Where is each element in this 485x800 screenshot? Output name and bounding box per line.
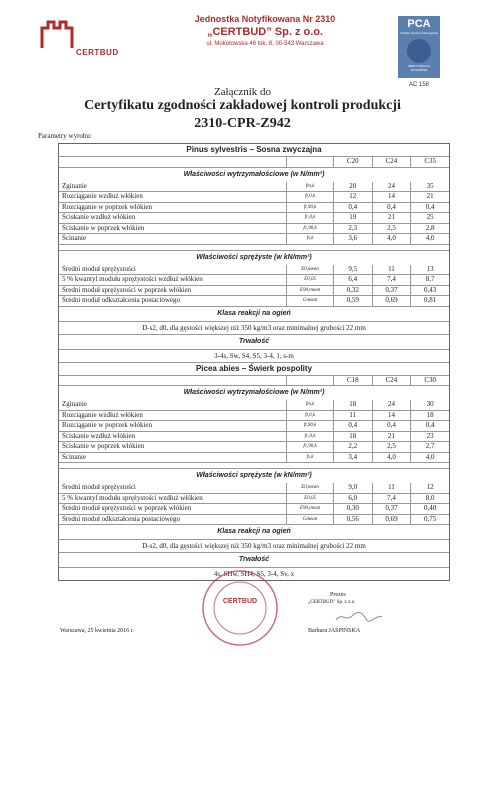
- table-row: [59, 400, 449, 410]
- pca-title: PCA: [407, 18, 431, 30]
- parameter-name: Rozciąganie wzdłuż włókien: [59, 192, 287, 202]
- strength-section-header: Właściwości wytrzymałościowe (w N/mm²): [59, 167, 449, 182]
- elastic-section-header: Właściwości sprężyste (w kN/mm²): [59, 250, 449, 265]
- parameter-value: 21: [426, 192, 434, 200]
- parameter-value: 13: [426, 264, 434, 273]
- pca-subtitle-2: CERTYFIKACJA WYROBÓW: [407, 64, 431, 72]
- parameter-value: 0,56: [334, 515, 373, 525]
- signature-scribble: [334, 610, 384, 624]
- table-row: [59, 202, 449, 213]
- pca-code: AC 158: [408, 82, 429, 88]
- parameter-name: Zginanie: [59, 400, 287, 410]
- parameter-value: 7,4: [373, 275, 412, 285]
- class-label: C24: [373, 376, 412, 386]
- parameter-value: 11: [373, 265, 412, 275]
- parameter-value: 0,4: [373, 203, 412, 213]
- parameter-value: 24: [373, 400, 412, 410]
- parameter-name: Średni moduł sprężystości: [59, 483, 287, 493]
- parameter-name: Średni moduł odkształcenia postaciowego: [59, 515, 287, 525]
- parameter-value: 3,4: [334, 453, 373, 463]
- species-title-spruce: Picea abies – Świerk pospolity: [59, 362, 449, 375]
- parameter-value: 30: [426, 400, 434, 408]
- parameter-name: Rozciąganie w poprzek włókien: [59, 203, 287, 213]
- table-row: [59, 274, 449, 285]
- table-row: [59, 503, 449, 514]
- table-row: [59, 191, 449, 202]
- table-row: [59, 483, 449, 493]
- species-title-pine: Pinus sylvestris – Sosna zwyczajna: [186, 145, 322, 154]
- table-row: [59, 410, 449, 421]
- spruce-strength-rows: [59, 400, 449, 462]
- durability-section-header: Trwałość: [59, 334, 449, 349]
- parameter-name: Średni moduł odkształcenia postaciowego: [59, 296, 287, 306]
- pca-seal-icon: [407, 39, 431, 63]
- table-row: [59, 265, 449, 275]
- parameter-symbol: E90,mean: [287, 504, 334, 514]
- parameter-value: 0,37: [373, 286, 412, 296]
- parameter-symbol: E0,mean: [287, 265, 334, 275]
- pine-strength-rows: [59, 182, 449, 244]
- parameter-value: 8,0: [425, 493, 435, 502]
- stamp-seal-icon: [200, 568, 280, 648]
- parameter-symbol: fc,0,k: [287, 432, 334, 442]
- annex-label: Załącznik do: [213, 86, 272, 98]
- parameter-symbol: E90,mean: [287, 286, 334, 296]
- parameter-name: Ścinanie: [59, 234, 287, 244]
- parameter-value: 0,37: [373, 504, 412, 514]
- table-row: [59, 493, 449, 504]
- signatory-company: „CERTBUD” Sp. z o.o.: [308, 600, 356, 605]
- parameter-value: 4,0: [425, 452, 435, 461]
- parameter-symbol: fc,0,k: [287, 213, 334, 223]
- class-header-row: [59, 375, 449, 386]
- strength-section-header: Właściwości wytrzymałościowe (w N/mm²): [59, 385, 449, 400]
- parameter-value: 12: [334, 192, 373, 202]
- table-row: [59, 285, 449, 296]
- parameter-symbol: Gmean: [287, 296, 334, 306]
- parameter-value: 4,0: [425, 234, 435, 242]
- signatory-role: Prezes: [330, 592, 346, 598]
- company-stamp: [200, 568, 280, 648]
- durability-section-header: Trwałość: [59, 552, 449, 567]
- parameter-value: 4,0: [373, 453, 412, 463]
- parameter-value: 0,69: [373, 296, 412, 306]
- logo-text: CERTBUD: [76, 48, 119, 57]
- company-address: ul. Mokotowska 46 lok. 8, 00-543 Warszawa: [206, 41, 324, 47]
- durability-text: 4s, SHw, SH4, S5, 3-4, Sv, x: [59, 567, 449, 580]
- document-title: Certyfikatu zgodności zakładowej kontroli produkcji: [84, 98, 401, 113]
- parameter-value: 35: [426, 181, 434, 190]
- table-row: [59, 295, 449, 306]
- parameter-symbol: fm,k: [287, 182, 334, 192]
- class-header-row: [59, 156, 449, 167]
- parameter-value: 2,2: [334, 442, 373, 452]
- params-label: Parametry wyrobu:: [38, 132, 92, 140]
- parameter-name: Średni moduł sprężystości: [59, 265, 287, 275]
- issue-date: Warszawa, 25 kwietnia 2016 r.: [60, 628, 134, 634]
- parameter-value: 2,5: [373, 442, 412, 452]
- table-row: [59, 441, 449, 452]
- certificate-number: 2310-CPR-Z942: [194, 116, 291, 131]
- parameter-value: 25: [426, 213, 434, 221]
- pca-subtitle: Polskie Centrum Akredytacji: [400, 31, 438, 35]
- fire-class-text: D-s2, d0, dla gęstości większej niż 350 kg/m3 oraz minimalnej grubości 22 mm: [59, 321, 449, 334]
- parameter-name: Rozciąganie wzdłuż włókien: [59, 411, 287, 421]
- parameter-symbol: ft,90,k: [287, 421, 334, 431]
- table-row: [59, 182, 449, 192]
- parameter-value: 6,4: [334, 275, 373, 285]
- parameter-value: 0,30: [334, 504, 373, 514]
- company-name: „CERTBUD” Sp. z o.o.: [206, 26, 324, 38]
- parameter-value: 14: [373, 192, 412, 202]
- parameter-value: 0,75: [424, 514, 437, 523]
- parameter-value: 4,0: [373, 234, 412, 244]
- parameter-value: 11: [373, 483, 412, 493]
- parameter-value: 21: [373, 213, 412, 223]
- parameter-name: Ściskanie wzdłuż włókien: [59, 432, 287, 442]
- parameter-value: 19: [334, 213, 373, 223]
- parameter-value: 18: [334, 432, 373, 442]
- issuer-header: [170, 14, 360, 47]
- table-row: [59, 514, 449, 525]
- parameter-name: Średni moduł sprężystości w poprzek włókien: [59, 504, 287, 514]
- parameter-value: 8,7: [425, 275, 435, 283]
- parameter-symbol: E0,05: [287, 494, 334, 504]
- parameter-name: Ściskanie w poprzek włókien: [59, 224, 287, 234]
- certbud-logo-icon: [40, 20, 74, 50]
- parameter-value: 9,0: [334, 483, 373, 493]
- parameter-name: Rozciąganie w poprzek włókien: [59, 421, 287, 431]
- table-row: [59, 212, 449, 223]
- table-row: [59, 233, 449, 244]
- table-row: [59, 452, 449, 463]
- parameter-value: 18: [426, 410, 434, 419]
- parameter-value: 23: [426, 431, 434, 440]
- parameter-symbol: fc,90,k: [287, 224, 334, 234]
- parameter-value: 0,43: [424, 285, 437, 294]
- parameter-symbol: ft,0,k: [287, 192, 334, 202]
- parameter-symbol: ft,90,k: [287, 203, 334, 213]
- parameter-value: 21: [373, 432, 412, 442]
- parameter-value: 7,4: [373, 494, 412, 504]
- parameter-value: 24: [373, 182, 412, 192]
- pca-accreditation-logo: [398, 16, 440, 88]
- parameter-value: 18: [334, 400, 373, 410]
- parameter-name: 5 % kwantyl modułu sprężystości wzdłuż włókien: [59, 494, 287, 504]
- parameter-value: 11: [334, 411, 373, 421]
- parameter-value: 0,32: [334, 286, 373, 296]
- parameter-value: 0,69: [373, 515, 412, 525]
- parameter-value: 0,4: [373, 421, 412, 431]
- fire-section-header: Klasa reakcji na ogień: [59, 524, 449, 539]
- parameter-name: 5 % kwantyl modułu sprężystości wzdłuż włókien: [59, 275, 287, 285]
- elastic-section-header: Właściwości sprężyste (w kN/mm²): [59, 468, 449, 483]
- parameter-symbol: E0,mean: [287, 483, 334, 493]
- parameter-value: 0,4: [334, 421, 373, 431]
- certbud-logo: [40, 20, 150, 60]
- spruce-elastic-rows: [59, 483, 449, 524]
- parameter-value: 2,3: [334, 224, 373, 234]
- fire-class-text: D-s2, d0, dla gęstości większej niż 350 kg/m3 oraz minimalnej grubości 22 mm: [59, 539, 449, 552]
- parameter-symbol: ft,0,k: [287, 411, 334, 421]
- parameter-value: 0,40: [424, 504, 437, 512]
- parameter-symbol: Gmean: [287, 515, 334, 525]
- handwritten-signature: [334, 610, 384, 627]
- stamp-text: CERTBUD: [222, 598, 258, 605]
- class-label: C30: [424, 375, 436, 384]
- class-label: C24: [373, 157, 412, 167]
- table-row: [59, 420, 449, 431]
- pca-badge: [398, 16, 440, 78]
- parameter-value: 0,4: [425, 421, 435, 429]
- notified-body: Jednostka Notyfikowana Nr 2310: [194, 14, 336, 24]
- fire-section-header: Klasa reakcji na ogień: [59, 306, 449, 321]
- parameter-value: 9,5: [334, 265, 373, 275]
- signatory-name: Barbara JAŚPIŃSKA: [308, 628, 361, 634]
- parameter-symbol: fc,90,k: [287, 442, 334, 452]
- parameter-value: 3,6: [334, 234, 373, 244]
- parameter-name: Ścinanie: [59, 453, 287, 463]
- product-parameters-table: [58, 143, 450, 581]
- parameter-name: Zginanie: [59, 182, 287, 192]
- table-row: [59, 431, 449, 442]
- parameter-value: 0,59: [334, 296, 373, 306]
- parameter-value: 2,7: [425, 442, 435, 450]
- durability-text: 3-4s, Sw, S4, S5, 3-4, 1, s-m: [59, 349, 449, 362]
- class-label: C35: [424, 157, 436, 165]
- pine-elastic-rows: [59, 265, 449, 306]
- parameter-value: 6,0: [334, 494, 373, 504]
- parameter-symbol: fm,k: [287, 400, 334, 410]
- parameter-value: 0,4: [425, 202, 435, 211]
- parameter-value: 14: [373, 411, 412, 421]
- parameter-value: 0,81: [424, 296, 437, 304]
- parameter-value: 12: [426, 483, 434, 491]
- table-row: [59, 223, 449, 234]
- parameter-value: 0,4: [334, 203, 373, 213]
- parameter-symbol: fv,k: [287, 453, 334, 463]
- parameter-value: 20: [334, 182, 373, 192]
- parameter-value: 2,8: [425, 223, 435, 232]
- parameter-name: Ściskanie w poprzek włókien: [59, 442, 287, 452]
- parameter-symbol: fv,k: [287, 234, 334, 244]
- parameter-name: Ściskanie wzdłuż włókien: [59, 213, 287, 223]
- parameter-name: Średni moduł sprężystości w poprzek włókien: [59, 286, 287, 296]
- class-label: C20: [334, 157, 373, 167]
- class-label: C18: [334, 376, 373, 386]
- parameter-value: 2,5: [373, 224, 412, 234]
- parameter-symbol: E0,05: [287, 275, 334, 285]
